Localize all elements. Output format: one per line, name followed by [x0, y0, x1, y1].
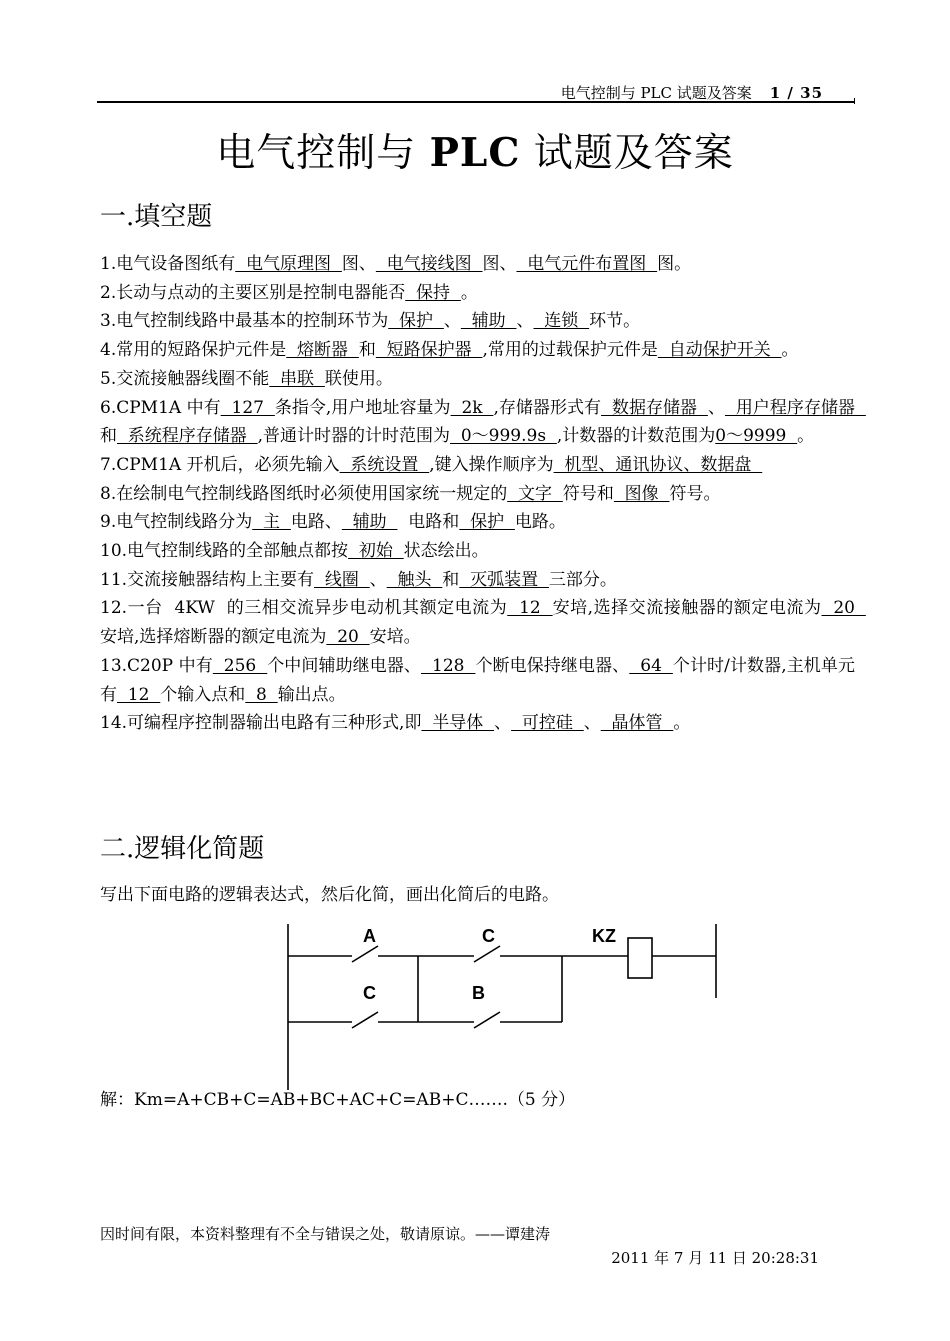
question-text: 个中间辅助继电器、	[267, 655, 422, 676]
question-text: 、	[516, 311, 534, 332]
answer-blank: 64	[629, 655, 673, 676]
question-text: 2.长动与点动的主要区别是控制电器能否	[100, 282, 406, 303]
question-text: 9.电气控制线路分为	[100, 512, 253, 533]
question-text: 13.C20P 中有	[100, 655, 213, 676]
question-text: 个输入点和	[160, 684, 246, 705]
question-text: 状态绘出。	[403, 541, 489, 562]
question-text: ,计数器的计数范围为	[556, 426, 716, 447]
question-text: ,键入操作顺序为	[429, 454, 554, 475]
question-text: 7.CPM1A 开机后，必须先输入	[100, 454, 340, 475]
answer-blank: 文字	[507, 483, 563, 504]
contact-a-blade	[352, 946, 378, 962]
answer-blank: 12	[117, 684, 161, 705]
question-text: 安培,选择熔断器的额定电流为	[100, 627, 327, 648]
question-text: 安培,选择交流接触器的额定电流为	[552, 598, 822, 619]
question-text: 符号和	[562, 483, 614, 504]
question-text: ,存储器形式有	[493, 397, 602, 418]
label-contact-c-bottom: C	[363, 983, 376, 1003]
question-text: 10.电气控制线路的全部触点都按	[100, 541, 349, 562]
answer-blank: 串联	[269, 368, 325, 389]
answer-blank: 保持	[405, 282, 461, 303]
question-text: 、	[494, 713, 512, 734]
answer-blank: 保护	[388, 311, 444, 332]
title-bold: PLC	[429, 130, 521, 176]
answer-blank: 线圈	[314, 569, 370, 590]
answer-line: 解：Km=A+CB+C=AB+BC+AC+C=AB+C…….（5 分）	[100, 1090, 576, 1110]
answer-blank: 0～9999	[715, 426, 798, 447]
page-indicator: 1 / 35	[769, 84, 823, 102]
answer-blank: 电气元件布置图	[516, 254, 658, 274]
label-contact-a: A	[363, 926, 376, 946]
answer-blank: 自动保护开关	[657, 340, 782, 361]
question-text: ,普通计时器的计时范围为	[257, 426, 451, 447]
question-text: 图、	[341, 254, 376, 274]
label-coil-kz: KZ	[592, 926, 616, 946]
question-text: 。	[460, 282, 478, 303]
question-text: 电路。	[514, 512, 566, 533]
answer-blank: 可控硅	[511, 713, 584, 734]
answer-blank: 灭弧装置	[459, 569, 549, 590]
question-text: 、	[583, 713, 601, 734]
answer-blank: 电气原理图	[235, 254, 342, 274]
answer-blank: 机型、通讯协议、数据盘	[553, 454, 763, 475]
answer-blank: 用户程序存储器	[724, 397, 866, 418]
answer-blank: 触头	[386, 569, 443, 590]
question-text: 联使用。	[324, 368, 393, 389]
question-text: 输出点。	[277, 684, 346, 705]
question-text: 4.常用的短路保护元件是	[100, 340, 287, 361]
section2-intro: 写出下面电路的逻辑表达式，然后化简，画出化简后的电路。	[100, 885, 559, 905]
question-text: 。	[781, 340, 799, 361]
answer-blank: 晶体管	[600, 713, 674, 734]
question-text: 和	[358, 340, 376, 361]
answer-blank: 系统设置	[339, 454, 430, 475]
question-text: 6.CPM1A 中有	[100, 397, 221, 418]
footer-note: 因时间有限，本资料整理有不全与错误之处，敬请原谅。——谭建涛	[100, 1225, 551, 1243]
section2-heading: 二.逻辑化简题	[100, 834, 265, 864]
question-text: 。	[673, 713, 691, 734]
answer-blank: 电气接线图	[375, 254, 483, 274]
question-text: 12.一台 4KW 的三相交流异步电动机其额定电流为	[100, 598, 508, 619]
question-text: 安培。	[369, 627, 421, 648]
question-text: 电路和	[397, 512, 460, 533]
question-text: 1.电气设备图纸有	[100, 254, 236, 274]
question-text: 14.可编程序控制器输出电路有三种形式,即	[100, 713, 422, 734]
question-text: 8.在绘制电气控制线路图纸时必须使用国家统一规定的	[100, 483, 508, 504]
question-text: 、	[443, 311, 461, 332]
question-text: 和	[100, 426, 117, 447]
question-text: 3.电气控制线路中最基本的控制环节为	[100, 311, 389, 332]
question-text: 图。	[657, 254, 692, 274]
answer-blank: 主	[252, 512, 291, 533]
answer-blank: 128	[421, 655, 476, 676]
label-contact-c-top: C	[482, 926, 495, 946]
question-text: 个计时/计数器,主机单元有	[100, 655, 855, 705]
question-text: 和	[442, 569, 460, 590]
answer-blank: 8	[245, 684, 278, 705]
question-text: 5.交流接触器线圈不能	[100, 368, 270, 389]
answer-blank: 256	[212, 655, 268, 676]
answer-blank: 127	[220, 397, 275, 418]
title-suffix: 试题及答案	[520, 131, 734, 176]
contact-c-bottom-blade	[352, 1012, 378, 1028]
answer-blank: 短路保护器	[375, 340, 483, 361]
answer-blank: 辅助	[341, 512, 398, 533]
answer-blank: 系统程序存储器	[117, 426, 258, 447]
question-text: 三部分。	[548, 569, 617, 590]
section1-heading: 一.填空题	[100, 202, 213, 232]
contact-c-top-blade	[474, 946, 500, 962]
question-text: 、	[707, 397, 725, 418]
coil-kz	[628, 938, 652, 978]
label-contact-b: B	[472, 983, 485, 1003]
answer-blank: 20	[326, 627, 370, 648]
answer-blank: 0～999.9s	[450, 426, 557, 447]
question-text: 11.交流接触器结构上主要有	[100, 569, 315, 590]
answer-blank: 熔断器	[286, 340, 359, 361]
answer-blank: 半导体	[421, 713, 495, 734]
answer-blank: 2k	[450, 397, 494, 418]
answer-blank: 12	[507, 598, 553, 619]
question-text: 电路、	[290, 512, 342, 533]
header-doc-title: 电气控制与 PLC 试题及答案	[560, 84, 752, 102]
answer-blank: 连锁	[533, 311, 590, 332]
question-text: 符号。	[669, 483, 721, 504]
contact-b-blade	[474, 1012, 500, 1028]
answer-blank: 保护	[459, 512, 515, 533]
question-text: 条指令,用户地址容量为	[274, 397, 451, 418]
question-text: 个断电保持继电器、	[475, 655, 630, 676]
question-text: 图、	[482, 254, 517, 274]
question-text: 、	[369, 569, 387, 590]
question-text: 环节。	[589, 311, 641, 332]
answer-blank: 数据存储器	[601, 397, 708, 418]
question-text: ,常用的过载保护元件是	[482, 340, 658, 361]
footer-date: 2011 年 7 月 11 日 20:28:31	[611, 1249, 819, 1267]
answer-blank: 图像	[613, 483, 670, 504]
answer-blank: 辅助	[460, 311, 517, 332]
title-prefix: 电气控制与	[216, 131, 430, 176]
answer-blank: 20	[821, 598, 866, 619]
answer-blank: 初始	[348, 541, 404, 562]
question-text: 。	[797, 426, 815, 447]
